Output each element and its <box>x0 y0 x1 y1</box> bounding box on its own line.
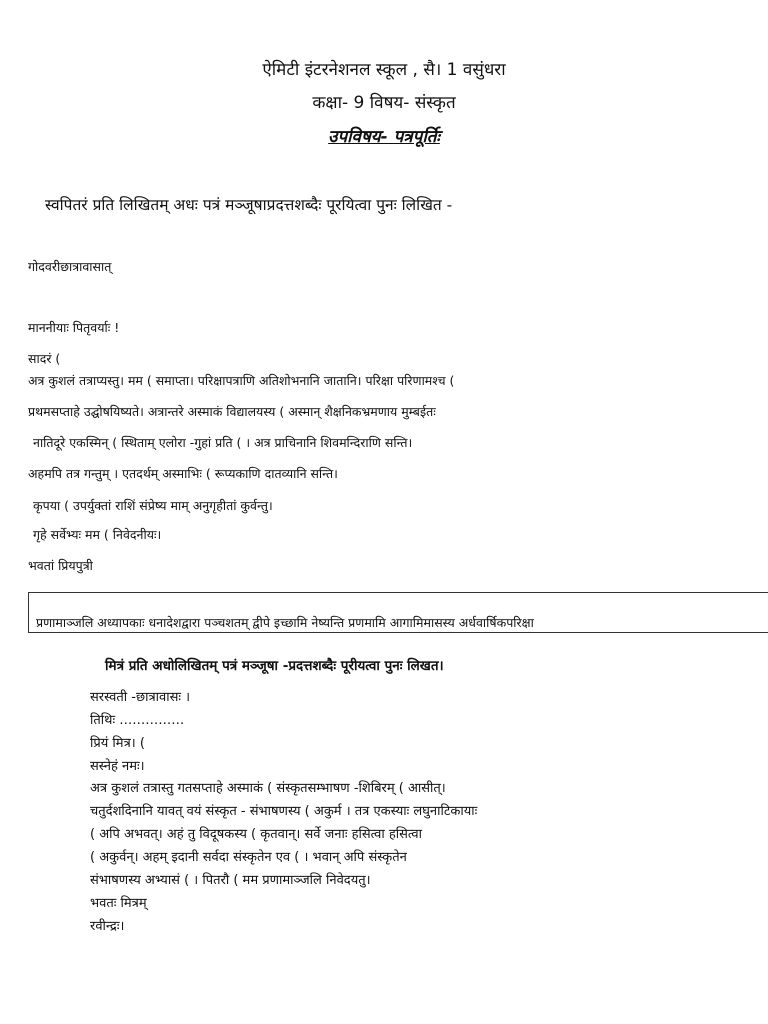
section2-address: सरस्वती -छात्रावासः । <box>90 690 191 705</box>
section2-signature: रवीन्द्रः। <box>90 919 125 934</box>
section1-instruction: स्वपितरं प्रति लिखितम् अधः पत्रं मञ्जूषाप्रदत्तशब्दैः पूरयित्वा पुनः लिखित - <box>45 196 453 214</box>
school-name: ऐमिटी इंटरनेशनल स्कूल , सै। 1 वसुंधरा <box>262 60 506 80</box>
section2-line2: चतुर्दशदिनानि यावत् वयं संस्कृत - संभाषणस्य ( अकुर्म । तत्र एकस्याः लघुनाटिकायाः <box>90 804 478 819</box>
section2-line3: ( अपि अभवत्। अहं तु विदूषकस्य ( कृतवान्। सर्वे जनाः हसित्वा हसित्वा <box>90 827 422 842</box>
section1-address: गोदवरीछात्रावासात् <box>28 259 112 274</box>
section1-greeting: सादरं ( <box>28 351 61 366</box>
section2-line5: संभाषणस्य अभ्यासं ( । पितरौ ( मम प्रणामाञ्जलि निवेदयतु। <box>90 873 371 888</box>
section1-salutation: माननीयाः पितृवर्याः ! <box>28 320 120 335</box>
section1-line6: गृहे सर्वेभ्यः मम ( निवेदनीयः। <box>33 527 162 542</box>
section1-line1: अत्र कुशलं तत्राप्यस्तु। मम ( समाप्ता। परिक्षापत्राणि अतिशोभनानि जातानि। परिक्षा परिणामश्च ( <box>28 373 455 388</box>
section2-salutation: प्रियं मित्र। ( <box>90 736 145 751</box>
class-subject: कक्षा- 9 विषय- संस्कृत <box>312 93 456 113</box>
section1-line3: नातिदूरे एकस्मिन् ( स्थिताम् एलोरा -गुहां प्रति ( । अत्र प्राचिनानि शिवमन्दिराणि सन्ति। <box>33 435 413 450</box>
section1-line5: कृपया ( उपर्युक्तां राशिं संप्रेष्य माम् अनुगृहीतां कुर्वन्तु। <box>33 498 273 513</box>
section2-line4: ( अकुर्वन्। अहम् इदानी सर्वदा संस्कृतेन एव ( । भवान् अपि संस्कृतेन <box>90 850 407 865</box>
section2-closing: भवतः मित्रम् <box>90 896 147 911</box>
topic-title: उपविषय- पत्रपूर्तिः <box>328 127 440 147</box>
word-box-words: प्रणामाञ्जलि अध्यापकाः धनादेशद्वारा पञ्चशतम् द्वीपे इच्छामि नेष्यन्ति प्रणमामि आगामिमासस्य अर्धवार्षिकपरिक्षा <box>36 615 534 630</box>
section2-date: तिथिः …………… <box>90 713 185 728</box>
section1-closing: भवतां प्रियपुत्री <box>28 558 93 573</box>
word-box <box>28 592 768 633</box>
section2-greeting: सस्नेहं नमः। <box>90 759 145 774</box>
section2-title: मित्रं प्रति अधोलिखितम् पत्रं मञ्जूषा -प्रदत्तशब्दैः पूरीयत्वा पुनः लिखत। <box>105 658 444 674</box>
section2-line1: अत्र कुशलं तत्रास्तु गतसप्ताहे अस्माकं ( संस्कृतसम्भाषण -शिबिरम् ( आसीत्। <box>90 781 446 796</box>
section1-line4: अहमपि तत्र गन्तुम् । एतदर्थम् अस्माभिः ( रूप्यकाणि दातव्यानि सन्ति। <box>28 466 338 481</box>
section1-line2: प्रथमसप्ताहे उद्घोषयिष्यते। अत्रान्तरे अस्माकं विद्यालयस्य ( अस्मान् शैक्षनिकभ्रमणाय मुम्बईतः <box>28 404 436 419</box>
